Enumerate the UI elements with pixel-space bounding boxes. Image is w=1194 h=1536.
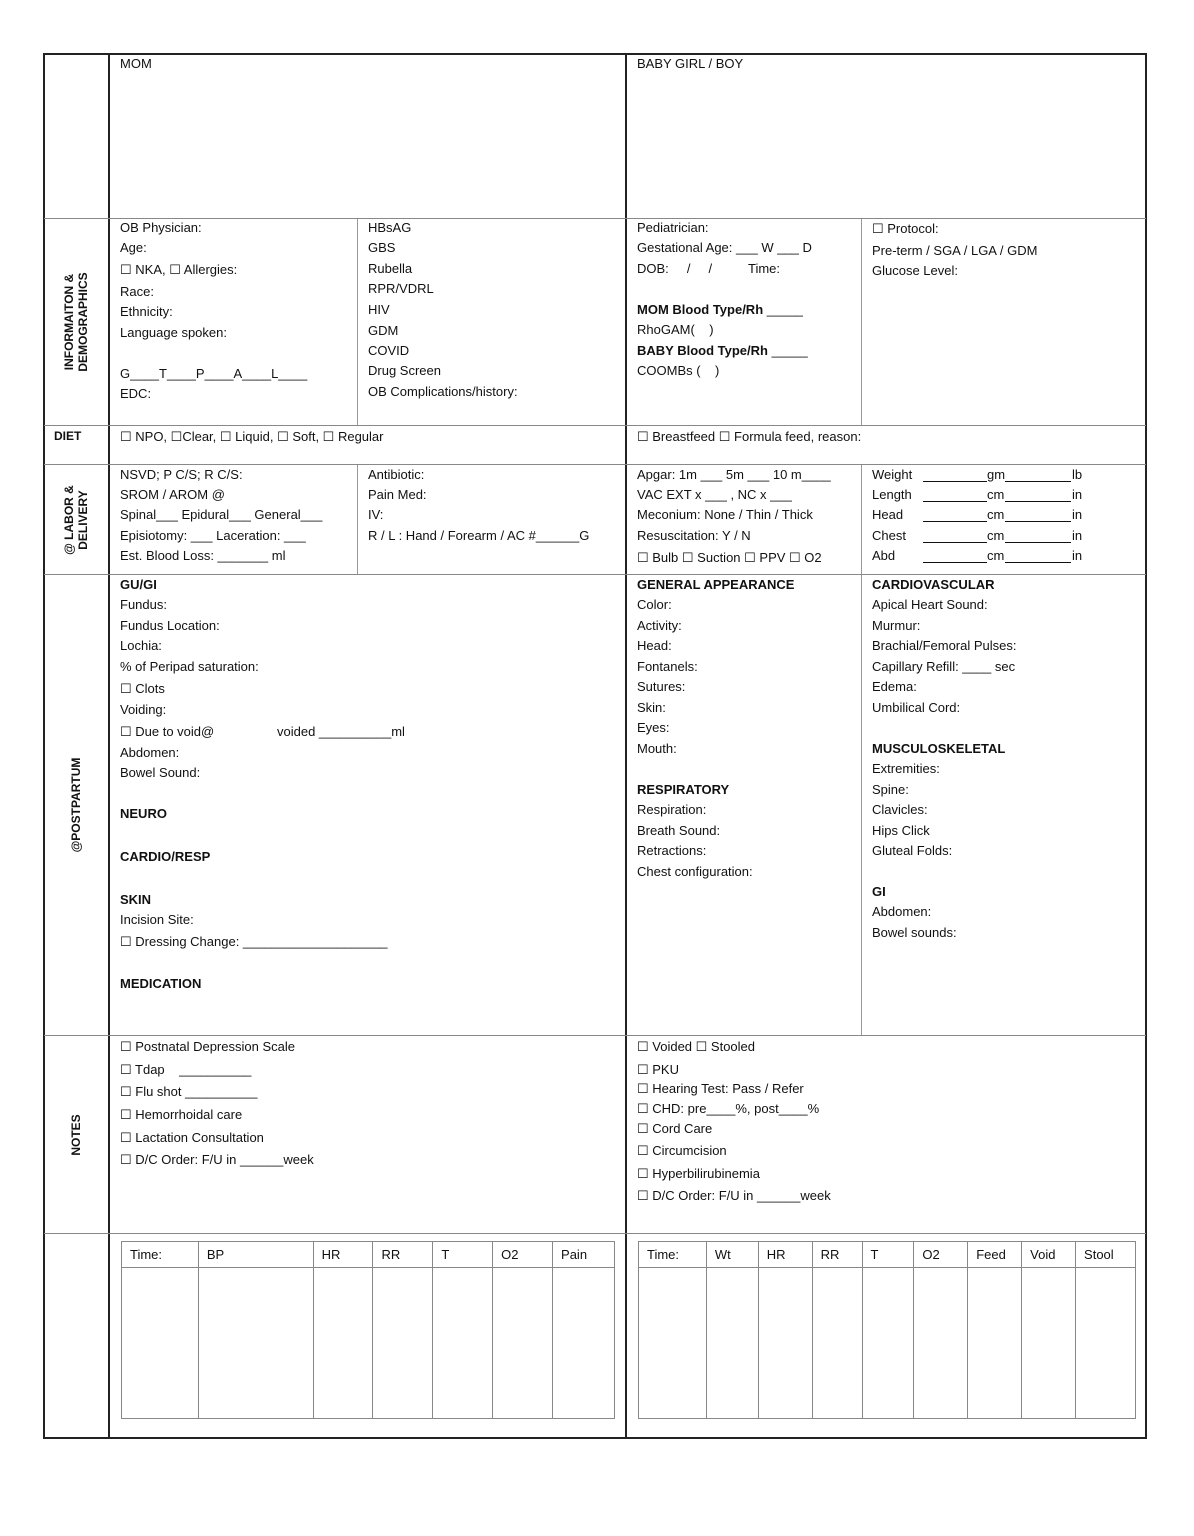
gtpal-field[interactable]: G____T____P____A____L____ bbox=[120, 366, 308, 381]
chd-checkbox[interactable]: ☐ CHD: pre____%, post____% bbox=[637, 1101, 820, 1116]
medication-heading: MEDICATION bbox=[120, 976, 202, 991]
baby-vitals-entry-cell[interactable] bbox=[706, 1268, 758, 1419]
baby-vitals-entry-cell[interactable] bbox=[914, 1268, 968, 1419]
spine-field[interactable]: Spine: bbox=[872, 782, 909, 797]
measurement-unit-metric: cm bbox=[987, 507, 1005, 522]
lab-rpr[interactable]: RPR/VDRL bbox=[368, 281, 434, 296]
iv-field[interactable]: IV: bbox=[368, 507, 384, 522]
baby-abdomen-field[interactable]: Abdomen: bbox=[872, 904, 932, 919]
lab-gdm[interactable]: GDM bbox=[368, 323, 399, 338]
fontanels-field[interactable]: Fontanels: bbox=[637, 659, 698, 674]
measurement-blank-line bbox=[1005, 542, 1071, 543]
measurement-label: Abd bbox=[872, 548, 896, 563]
blood-loss-field[interactable]: Est. Blood Loss: _______ ml bbox=[120, 548, 286, 563]
baby-header: BABY GIRL / BOY bbox=[637, 56, 744, 71]
measurement-blank-line bbox=[923, 562, 987, 563]
antibiotic-field[interactable]: Antibiotic: bbox=[368, 467, 425, 482]
baby-vitals-col-header: RR bbox=[812, 1242, 862, 1268]
baby-blood-type-blank: _____ bbox=[771, 343, 808, 358]
gi-heading: GI bbox=[872, 884, 886, 899]
fundus-location-field[interactable]: Fundus Location: bbox=[120, 618, 220, 633]
meconium-field[interactable]: Meconium: None / Thin / Thick bbox=[637, 507, 813, 522]
measurement-blank-line bbox=[923, 521, 987, 522]
dressing-change-checkbox[interactable]: ☐ Dressing Change: ____________________ bbox=[120, 934, 388, 949]
mom-blood-type-field[interactable] bbox=[637, 302, 803, 318]
measurement-blank-line bbox=[923, 481, 987, 482]
pku-checkbox[interactable]: ☐ PKU bbox=[637, 1062, 679, 1077]
measurement-unit-metric: gm bbox=[987, 467, 1006, 482]
mom-dc-order-checkbox[interactable]: ☐ D/C Order: F/U in ______week bbox=[120, 1152, 314, 1167]
baby-vitals-col-header: Time: bbox=[639, 1242, 707, 1268]
sutures-field[interactable]: Sutures: bbox=[637, 679, 686, 694]
baby-postpartum-subdivider bbox=[861, 575, 862, 1035]
mom-vitals-entry-cell[interactable] bbox=[493, 1268, 553, 1419]
hemorrhoidal-care-checkbox[interactable]: ☐ Hemorrhoidal care bbox=[120, 1107, 243, 1122]
due-to-void-checkbox[interactable]: ☐ Due to void@ bbox=[120, 724, 215, 739]
skin-field[interactable]: Skin: bbox=[637, 700, 666, 715]
breath-sound-field[interactable]: Breath Sound: bbox=[637, 823, 721, 838]
measurement-label: Head bbox=[872, 507, 904, 522]
vac-ext-field[interactable]: VAC EXT x ___ , NC x ___ bbox=[637, 487, 792, 502]
row-divider bbox=[44, 464, 1146, 465]
row-divider bbox=[44, 574, 1146, 575]
mom-header: MOM bbox=[120, 56, 152, 71]
lactation-consultation-checkbox[interactable]: ☐ Lactation Consultation bbox=[120, 1130, 264, 1145]
measurement-unit-imperial: in bbox=[1072, 528, 1083, 543]
edc-field[interactable]: EDC: bbox=[120, 386, 152, 401]
row-divider bbox=[44, 1233, 1146, 1234]
mom-vitals-entry-cell[interactable] bbox=[198, 1268, 313, 1419]
measurement-unit-imperial: in bbox=[1072, 487, 1083, 502]
respiration-field[interactable]: Respiration: bbox=[637, 802, 707, 817]
baby-vitals-entry-cell[interactable] bbox=[758, 1268, 812, 1419]
baby-feeding-options[interactable]: ☐ Breastfeed ☐ Formula feed, reason: bbox=[637, 429, 862, 444]
row-divider bbox=[44, 425, 1146, 426]
head-field[interactable]: Head: bbox=[637, 638, 672, 653]
peripad-field[interactable]: % of Peripad saturation: bbox=[120, 659, 259, 674]
incision-site-field[interactable]: Incision Site: bbox=[120, 912, 194, 927]
baby-labor-subdivider bbox=[861, 465, 862, 575]
hips-click-field[interactable]: Hips Click bbox=[872, 823, 930, 838]
mom-vitals-col-header: RR bbox=[373, 1242, 433, 1268]
tdap-checkbox[interactable]: ☐ Tdap __________ bbox=[120, 1062, 252, 1077]
voiding-field[interactable]: Voiding: bbox=[120, 702, 167, 717]
measurement-label: Chest bbox=[872, 528, 906, 543]
baby-vitals-col-header: HR bbox=[758, 1242, 812, 1268]
protocol-checkbox[interactable]: ☐ Protocol: bbox=[872, 221, 939, 236]
clavicles-field[interactable]: Clavicles: bbox=[872, 802, 928, 817]
pediatrician-field[interactable]: Pediatrician: bbox=[637, 220, 709, 235]
baby-vitals-entry-cell[interactable] bbox=[812, 1268, 862, 1419]
measurement-blank-line bbox=[923, 542, 987, 543]
edema-field[interactable]: Edema: bbox=[872, 679, 917, 694]
anesthesia-field[interactable]: Spinal___ Epidural___ General___ bbox=[120, 507, 323, 522]
mom-vitals-entry-row bbox=[122, 1268, 615, 1419]
mom-vitals-col-header: BP bbox=[198, 1242, 313, 1268]
lab-drug-screen[interactable]: Drug Screen bbox=[368, 363, 441, 378]
side-label-postpartum: @POSTPARTUM bbox=[69, 757, 83, 853]
measurement-blank-line bbox=[1005, 521, 1071, 522]
measurement-unit-metric: cm bbox=[987, 487, 1005, 502]
baby-info-subdivider bbox=[861, 219, 862, 425]
mom-info-subdivider bbox=[357, 219, 358, 425]
dob-field[interactable]: DOB: / / Time: bbox=[637, 261, 781, 276]
resuscitation-field[interactable]: Resuscitation: Y / N bbox=[637, 528, 751, 543]
measurement-label: Weight bbox=[872, 467, 913, 482]
lab-covid[interactable]: COVID bbox=[368, 343, 410, 358]
baby-blood-type-field[interactable] bbox=[637, 343, 808, 359]
gluteal-folds-field[interactable]: Gluteal Folds: bbox=[872, 843, 953, 858]
allergies-checkbox[interactable]: ☐ NKA, ☐ Allergies: bbox=[120, 262, 238, 277]
fundus-field[interactable]: Fundus: bbox=[120, 597, 167, 612]
apgar-field[interactable]: Apgar: 1m ___ 5m ___ 10 m____ bbox=[637, 467, 831, 482]
mom-vitals-header-row bbox=[122, 1242, 615, 1268]
coombs-field[interactable]: COOMBs ( ) bbox=[637, 363, 720, 378]
delivery-type-field[interactable]: NSVD; P C/S; R C/S: bbox=[120, 467, 243, 482]
baby-vitals-col-header: Feed bbox=[968, 1242, 1022, 1268]
ob-complications-field[interactable]: OB Complications/history: bbox=[368, 384, 518, 399]
murmur-field[interactable]: Murmur: bbox=[872, 618, 921, 633]
baby-vitals-col-header: Stool bbox=[1076, 1242, 1136, 1268]
extremities-field[interactable]: Extremities: bbox=[872, 761, 940, 776]
mom-vitals-col-header: O2 bbox=[493, 1242, 553, 1268]
measurement-blank-line bbox=[1005, 481, 1071, 482]
mom-labor-subdivider bbox=[357, 465, 358, 575]
skin-heading: SKIN bbox=[120, 892, 152, 907]
baby-vitals-entry-cell[interactable] bbox=[862, 1268, 914, 1419]
measurement-unit-imperial: in bbox=[1072, 507, 1083, 522]
measurement-unit-imperial: in bbox=[1072, 548, 1083, 563]
baby-vitals-entry-cell[interactable] bbox=[1076, 1268, 1136, 1419]
lab-gbs[interactable]: GBS bbox=[368, 240, 396, 255]
mom-baby-divider bbox=[625, 54, 627, 1438]
measurement-unit-metric: cm bbox=[987, 528, 1005, 543]
language-field[interactable]: Language spoken: bbox=[120, 325, 227, 340]
hearing-test-checkbox[interactable]: ☐ Hearing Test: Pass / Refer bbox=[637, 1081, 804, 1096]
circumcision-checkbox[interactable]: ☐ Circumcision bbox=[637, 1143, 727, 1158]
race-field[interactable]: Race: bbox=[120, 284, 154, 299]
color-field[interactable]: Color: bbox=[637, 597, 672, 612]
measurement-blank-line bbox=[1005, 562, 1071, 563]
iv-site-field[interactable]: R / L : Hand / Forearm / AC #______G bbox=[368, 528, 590, 543]
cardiovascular-heading: CARDIOVASCULAR bbox=[872, 577, 995, 592]
lab-hiv[interactable]: HIV bbox=[368, 302, 390, 317]
baby-vitals-col-header: O2 bbox=[914, 1242, 968, 1268]
mom-vitals-entry-cell[interactable] bbox=[122, 1268, 199, 1419]
mom-vitals-entry-cell[interactable] bbox=[313, 1268, 373, 1419]
mom-vitals-entry-cell[interactable] bbox=[373, 1268, 433, 1419]
episiotomy-field[interactable]: Episiotomy: ___ Laceration: ___ bbox=[120, 528, 306, 543]
mom-vitals-entry-cell[interactable] bbox=[553, 1268, 615, 1419]
measurement-blank-line bbox=[1005, 501, 1071, 502]
mom-blood-type-blank: _____ bbox=[766, 302, 803, 317]
pain-med-field[interactable]: Pain Med: bbox=[368, 487, 427, 502]
mom-diet-options[interactable]: ☐ NPO, ☐Clear, ☐ Liquid, ☐ Soft, ☐ Regular bbox=[120, 429, 384, 444]
chest-configuration-field[interactable]: Chest configuration: bbox=[637, 864, 753, 879]
baby-vitals-entry-row bbox=[639, 1268, 1136, 1419]
protocol-options[interactable]: Pre-term / SGA / LGA / GDM bbox=[872, 243, 1038, 258]
baby-vitals-header-row bbox=[639, 1242, 1136, 1268]
neuro-heading: NEURO bbox=[120, 806, 167, 821]
baby-vitals-col-header: Wt bbox=[706, 1242, 758, 1268]
baby-vitals-table bbox=[638, 1241, 1136, 1419]
mom-vitals-col-header: Time: bbox=[122, 1242, 199, 1268]
retractions-field[interactable]: Retractions: bbox=[637, 843, 707, 858]
mom-vitals-col-header: Pain bbox=[553, 1242, 615, 1268]
voided-stooled-checkbox[interactable]: ☐ Voided ☐ Stooled bbox=[637, 1039, 755, 1054]
abdomen-field[interactable]: Abdomen: bbox=[120, 745, 180, 760]
mom-vitals-col-header: HR bbox=[313, 1242, 373, 1268]
capillary-refill-field[interactable]: Capillary Refill: ____ sec bbox=[872, 659, 1016, 674]
gestational-age-field[interactable]: Gestational Age: ___ W ___ D bbox=[637, 240, 812, 255]
mom-vitals-col-header: T bbox=[433, 1242, 493, 1268]
lochia-field[interactable]: Lochia: bbox=[120, 638, 162, 653]
side-label-diet: DIET bbox=[54, 429, 82, 443]
label-column-divider bbox=[108, 54, 110, 1438]
eyes-field[interactable]: Eyes: bbox=[637, 720, 670, 735]
activity-field[interactable]: Activity: bbox=[637, 618, 682, 633]
mom-vitals-entry-cell[interactable] bbox=[433, 1268, 493, 1419]
measurement-unit-metric: cm bbox=[987, 548, 1005, 563]
lab-hbsag[interactable]: HBsAG bbox=[368, 220, 412, 235]
umbilical-cord-field[interactable]: Umbilical Cord: bbox=[872, 700, 961, 715]
cardio-resp-heading: CARDIO/RESP bbox=[120, 849, 211, 864]
general-appearance-heading: GENERAL APPEARANCE bbox=[637, 577, 795, 592]
baby-vitals-entry-cell[interactable] bbox=[1022, 1268, 1076, 1419]
measurement-blank-line bbox=[923, 501, 987, 502]
age-field[interactable]: Age: bbox=[120, 240, 147, 255]
cord-care-checkbox[interactable]: ☐ Cord Care bbox=[637, 1121, 713, 1136]
musculoskeletal-heading: MUSCULOSKELETAL bbox=[872, 741, 1006, 756]
baby-vitals-col-header: Void bbox=[1022, 1242, 1076, 1268]
gu-gi-heading: GU/GI bbox=[120, 577, 157, 592]
side-label-labor: @ LABOR & DELIVERY bbox=[62, 485, 90, 555]
glucose-level-field[interactable]: Glucose Level: bbox=[872, 263, 958, 278]
bowel-sound-field[interactable]: Bowel Sound: bbox=[120, 765, 201, 780]
baby-dc-order-checkbox[interactable]: ☐ D/C Order: F/U in ______week bbox=[637, 1188, 831, 1203]
baby-vitals-entry-cell[interactable] bbox=[639, 1268, 707, 1419]
baby-vitals-entry-cell[interactable] bbox=[968, 1268, 1022, 1419]
row-divider bbox=[44, 1035, 1146, 1036]
lab-rubella[interactable]: Rubella bbox=[368, 261, 413, 276]
side-label-notes: NOTES bbox=[69, 1114, 83, 1156]
measurement-unit-imperial: lb bbox=[1072, 467, 1083, 482]
ob-physician-field[interactable]: OB Physician: bbox=[120, 220, 202, 235]
mom-vitals-table bbox=[121, 1241, 615, 1419]
mouth-field[interactable]: Mouth: bbox=[637, 741, 677, 756]
clots-checkbox[interactable]: ☐ Clots bbox=[120, 681, 165, 696]
measurement-label: Length bbox=[872, 487, 912, 502]
pulses-field[interactable]: Brachial/Femoral Pulses: bbox=[872, 638, 1017, 653]
apical-heart-sound-field[interactable]: Apical Heart Sound: bbox=[872, 597, 988, 612]
baby-vitals-col-header: T bbox=[862, 1242, 914, 1268]
ethnicity-field[interactable]: Ethnicity: bbox=[120, 304, 173, 319]
baby-blood-type-label: BABY Blood Type/Rh bbox=[637, 343, 768, 358]
rom-field[interactable]: SROM / AROM @ bbox=[120, 487, 225, 502]
side-label-information: INFORMAITON & DEMOGRAPHICS bbox=[62, 272, 90, 372]
row-divider bbox=[44, 218, 1146, 219]
voided-amount-field[interactable]: voided __________ml bbox=[277, 724, 405, 739]
resuscitation-checkboxes[interactable]: ☐ Bulb ☐ Suction ☐ PPV ☐ O2 bbox=[637, 550, 822, 565]
depression-scale-checkbox[interactable]: ☐ Postnatal Depression Scale bbox=[120, 1039, 295, 1054]
mom-blood-type-label: MOM Blood Type/Rh bbox=[637, 302, 764, 317]
bowel-sounds-field[interactable]: Bowel sounds: bbox=[872, 925, 957, 940]
flu-shot-checkbox[interactable]: ☐ Flu shot __________ bbox=[120, 1084, 258, 1099]
hyperbilirubinemia-checkbox[interactable]: ☐ Hyperbilirubinemia bbox=[637, 1166, 760, 1181]
respiratory-heading: RESPIRATORY bbox=[637, 782, 730, 797]
rhogam-field[interactable]: RhoGAM( ) bbox=[637, 322, 714, 337]
